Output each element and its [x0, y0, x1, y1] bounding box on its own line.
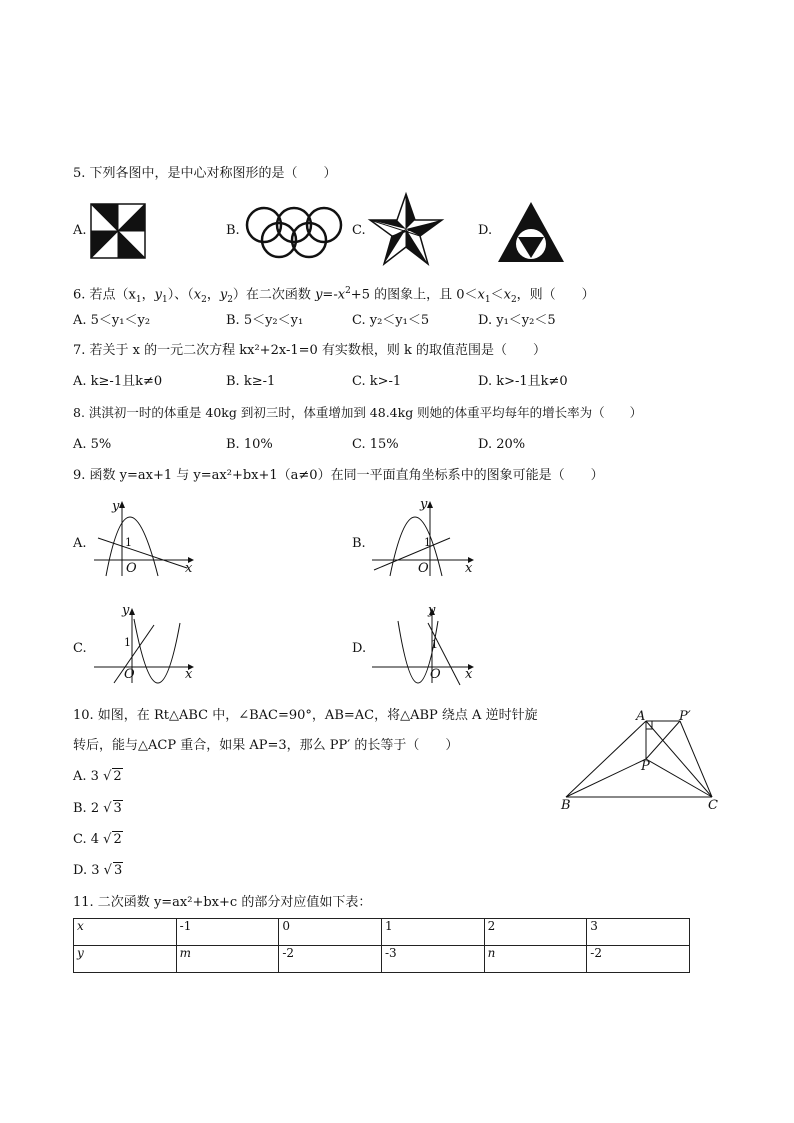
q9-a-one-label: 1 [125, 536, 132, 549]
q5-option-c-label: C. [352, 223, 366, 238]
q10-option-d: D. 3 √ 3 [73, 863, 123, 878]
q9-graph-a [92, 498, 197, 578]
q10-point-b-label: B [561, 798, 571, 813]
q9-graph-d [370, 605, 478, 687]
q10-stem-line1: 10. 如图，在 Rt△ABC 中，∠BAC=90°，AB=AC，将△ABP 绕点 A 逆时针旋 [73, 708, 538, 723]
q9-graph-c [92, 605, 197, 685]
table-cell: -2 [587, 946, 690, 973]
q8-option-d: D. 20% [478, 437, 526, 452]
q10-point-a-label: A [636, 709, 646, 724]
q10-triangle-figure [560, 715, 720, 805]
q9-b-origin-label: O [418, 561, 429, 576]
q5-stem: 5. 下列各图中，是中心对称图形的是（ ） [73, 166, 337, 181]
q10-point-p-prime-label: P′ [679, 709, 691, 724]
q6-stem: 6. 若点（$x_1$，$y_1$）、（$x_2$，$y_2$）在二次函数 $y=-x^2+5$ 的图象上，且 $0<x_1<x_2$，则（ ） [73, 286, 595, 305]
q7-option-d: D. k>-1且k≠0 [478, 374, 568, 389]
q7-stem: 7. 若关于 x 的一元二次方程 kx²+2x-1=0 有实数根，则 k 的取值范围是（ ） [73, 343, 547, 358]
q9-a-y-label: y [112, 499, 120, 514]
q8-option-b: B. 10% [226, 437, 273, 452]
q9-b-one-label: 1 [424, 536, 431, 549]
q11-value-table [73, 918, 690, 973]
q8-stem: 8. 淇淇初一时的体重是 40kg 到初三时，体重增加到 48.4kg 则她的体重平均每年的增长率为（ ） [73, 405, 643, 420]
q9-option-a-label: A. [73, 536, 87, 551]
q7-option-c: C. k>-1 [352, 374, 402, 389]
q6-option-c: C. y₂＜y₁＜5 [352, 313, 430, 328]
q9-option-b-label: B. [352, 536, 366, 551]
q9-stem: 9. 函数 y=ax+1 与 y=ax²+bx+1（a≠0）在同一平面直角坐标系中的图象可能是（ ） [73, 468, 604, 483]
table-cell: n [484, 946, 587, 973]
q9-c-y-label: y [122, 603, 130, 618]
q9-a-origin-label: O [126, 561, 137, 576]
q10-option-b: B. 2 √ 3 [73, 801, 122, 816]
q9-b-x-label: x [465, 561, 473, 576]
q6-option-d: D. y₁＜y₂＜5 [478, 313, 556, 328]
q6-option-b: B. 5＜y₂＜y₁ [226, 313, 304, 328]
q11-stem: 11. 二次函数 y=ax²+bx+c 的部分对应值如下表： [73, 895, 372, 910]
table-cell: -3 [381, 946, 484, 973]
q9-d-y-label: y [428, 603, 436, 618]
table-cell: 3 [587, 919, 690, 946]
table-cell: 1 [381, 919, 484, 946]
q10-point-c-label: C [708, 798, 718, 813]
q9-option-c-label: C. [73, 641, 87, 656]
q6-option-a: A. 5＜y₁＜y₂ [73, 313, 151, 328]
q9-d-origin-label: O [430, 667, 441, 682]
table-row [74, 946, 690, 973]
triangle-circle-figure [496, 200, 566, 264]
table-cell: y [74, 946, 177, 973]
q8-option-c: C. 15% [352, 437, 399, 452]
q10-point-p-label: P [641, 759, 650, 774]
pinwheel-figure [90, 203, 146, 259]
table-cell: -1 [176, 919, 279, 946]
q5-option-a-label: A. [73, 223, 87, 238]
q10-option-c: C. 4 √ 2 [73, 832, 122, 847]
q9-b-y-label: y [420, 497, 428, 512]
olympic-rings-figure [244, 205, 344, 261]
table-cell: x [74, 919, 177, 946]
q7-option-b: B. k≥-1 [226, 374, 276, 389]
q9-c-one-label: 1 [124, 636, 131, 649]
table-row [74, 919, 690, 946]
q9-c-x-label: x [185, 667, 193, 682]
q10-option-a: A. 3 √ 2 [73, 769, 122, 784]
table-cell: m [176, 946, 279, 973]
table-cell: -2 [279, 946, 382, 973]
table-cell: 2 [484, 919, 587, 946]
q8-option-a: A. 5% [73, 437, 112, 452]
q7-option-a: A. k≥-1且k≠0 [73, 374, 163, 389]
q5-option-b-label: B. [226, 223, 240, 238]
q10-stem-line2: 转后，能与△ACP 重合，如果 AP=3，那么 PP′ 的长等于（ ） [73, 738, 459, 753]
q9-d-one-label: 1 [431, 638, 438, 651]
q9-option-d-label: D. [352, 641, 367, 656]
q5-option-d-label: D. [478, 223, 493, 238]
q9-a-x-label: x [185, 561, 193, 576]
q9-c-origin-label: O [124, 667, 135, 682]
q9-d-x-label: x [465, 667, 473, 682]
star-figure [368, 192, 444, 266]
table-cell: 0 [279, 919, 382, 946]
